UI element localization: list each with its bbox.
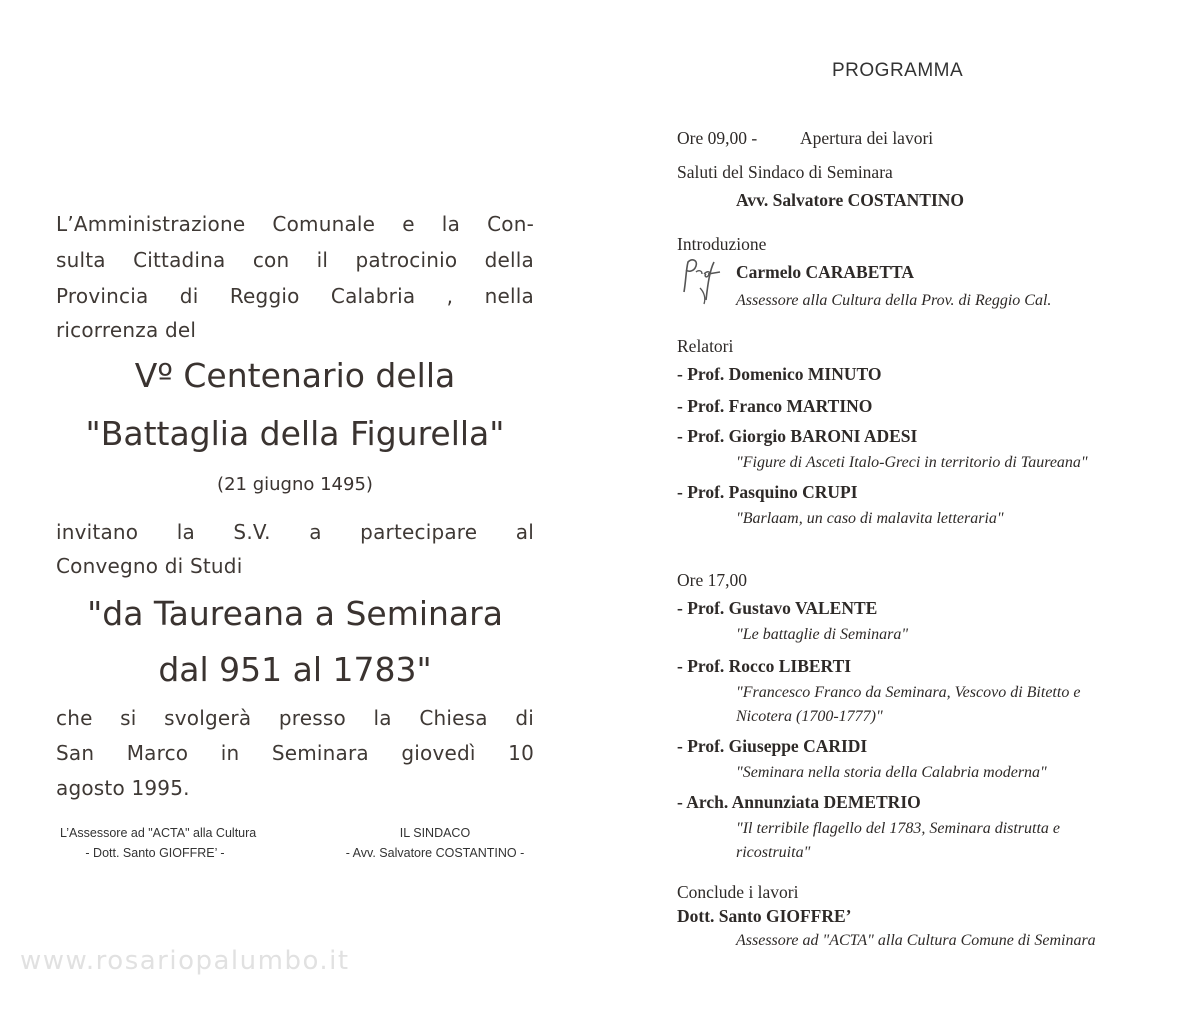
- intro-name: Carmelo CARABETTA: [736, 262, 915, 282]
- invitation-line: invitano la S.V. a partecipare al: [56, 520, 534, 544]
- assessore-title: L’Assessore ad "ACTA" alla Cultura: [60, 826, 257, 840]
- invitation-line: Provincia di Reggio Calabria , nella: [56, 284, 534, 308]
- saluti-label: Saluti del Sindaco di Seminara: [677, 162, 893, 182]
- speaker-minuto: - Prof. Domenico MINUTO: [677, 364, 882, 384]
- battaglia-heading: "Battaglia della Figurella": [85, 414, 505, 453]
- talk-title-demetrio: "Il terribile flagello del 1783, Seminara distrutta e: [736, 820, 1061, 837]
- talk-title-crupi: "Barlaam, un caso di malavita letteraria": [736, 510, 1004, 527]
- watermark: www.rosariopalumbo.it: [20, 946, 350, 976]
- convegno-title: "da Taureana a Seminara: [87, 594, 503, 633]
- conclusion-role: Assessore ad "ACTA" alla Cultura Comune di Seminara: [736, 932, 1096, 949]
- speaker-liberti: - Prof. Rocco LIBERTI: [677, 656, 852, 676]
- invitation-line: ricorrenza del: [56, 318, 197, 342]
- talk-title-demetrio-cont: ricostruita": [736, 844, 811, 861]
- sindaco-name: Avv. Salvatore COSTANTINO: [736, 190, 965, 210]
- speaker-baroni: - Prof. Giorgio BARONI ADESI: [677, 426, 918, 446]
- battaglia-date: (21 giugno 1495): [217, 474, 373, 495]
- relatori-label: Relatori: [677, 336, 734, 356]
- conclude-label: Conclude i lavori: [677, 882, 799, 902]
- speaker-demetrio: - Arch. Annunziata DEMETRIO: [677, 792, 921, 812]
- invitation-line: sulta Cittadina con il patrocinio della: [56, 248, 534, 272]
- speaker-martino: - Prof. Franco MARTINO: [677, 396, 873, 416]
- afternoon-time: Ore 17,00: [677, 570, 747, 590]
- assessore-name: - Dott. Santo GIOFFRE’ -: [85, 846, 225, 860]
- handwritten-prof-annotation: [680, 252, 724, 306]
- invitation-line: Convegno di Studi: [56, 554, 243, 578]
- invitation-line: che si svolgerà presso la Chiesa di: [56, 706, 534, 730]
- introduzione-label: Introduzione: [677, 234, 767, 254]
- talk-title-caridi: "Seminara nella storia della Calabria moderna": [736, 764, 1047, 781]
- talk-title-liberti: "Francesco Franco da Seminara, Vescovo di Bitetto e: [736, 684, 1081, 701]
- speaker-caridi: - Prof. Giuseppe CARIDI: [677, 736, 868, 756]
- morning-time: Ore 09,00 -: [677, 128, 758, 148]
- sindaco-title: IL SINDACO: [399, 826, 471, 840]
- conclusion-speaker: Dott. Santo GIOFFRE’: [677, 906, 852, 926]
- speaker-valente: - Prof. Gustavo VALENTE: [677, 598, 878, 618]
- talk-title-baroni: "Figure di Asceti Italo-Greci in territorio di Taureana": [736, 454, 1088, 471]
- programma-panel: [600, 0, 1200, 1011]
- invitation-line: agosto 1995.: [56, 776, 190, 800]
- sindaco-name: - Avv. Salvatore COSTANTINO -: [345, 846, 525, 860]
- programma-title: PROGRAMMA: [832, 60, 964, 81]
- speaker-crupi: - Prof. Pasquino CRUPI: [677, 482, 858, 502]
- talk-title-valente: "Le battaglie di Seminara": [736, 626, 909, 643]
- intro-role: Assessore alla Cultura della Prov. di Reggio Cal.: [736, 292, 1052, 309]
- apertura-label: Apertura dei lavori: [800, 128, 934, 148]
- centenario-heading: Vº Centenario della: [134, 356, 456, 395]
- invitation-line: L’Amministrazione Comunale e la Con-: [56, 212, 534, 236]
- convegno-dates: dal 951 al 1783": [158, 650, 432, 689]
- invitation-line: San Marco in Seminara giovedì 10: [56, 741, 534, 765]
- talk-title-liberti-cont: Nicotera (1700-1777)": [736, 708, 883, 725]
